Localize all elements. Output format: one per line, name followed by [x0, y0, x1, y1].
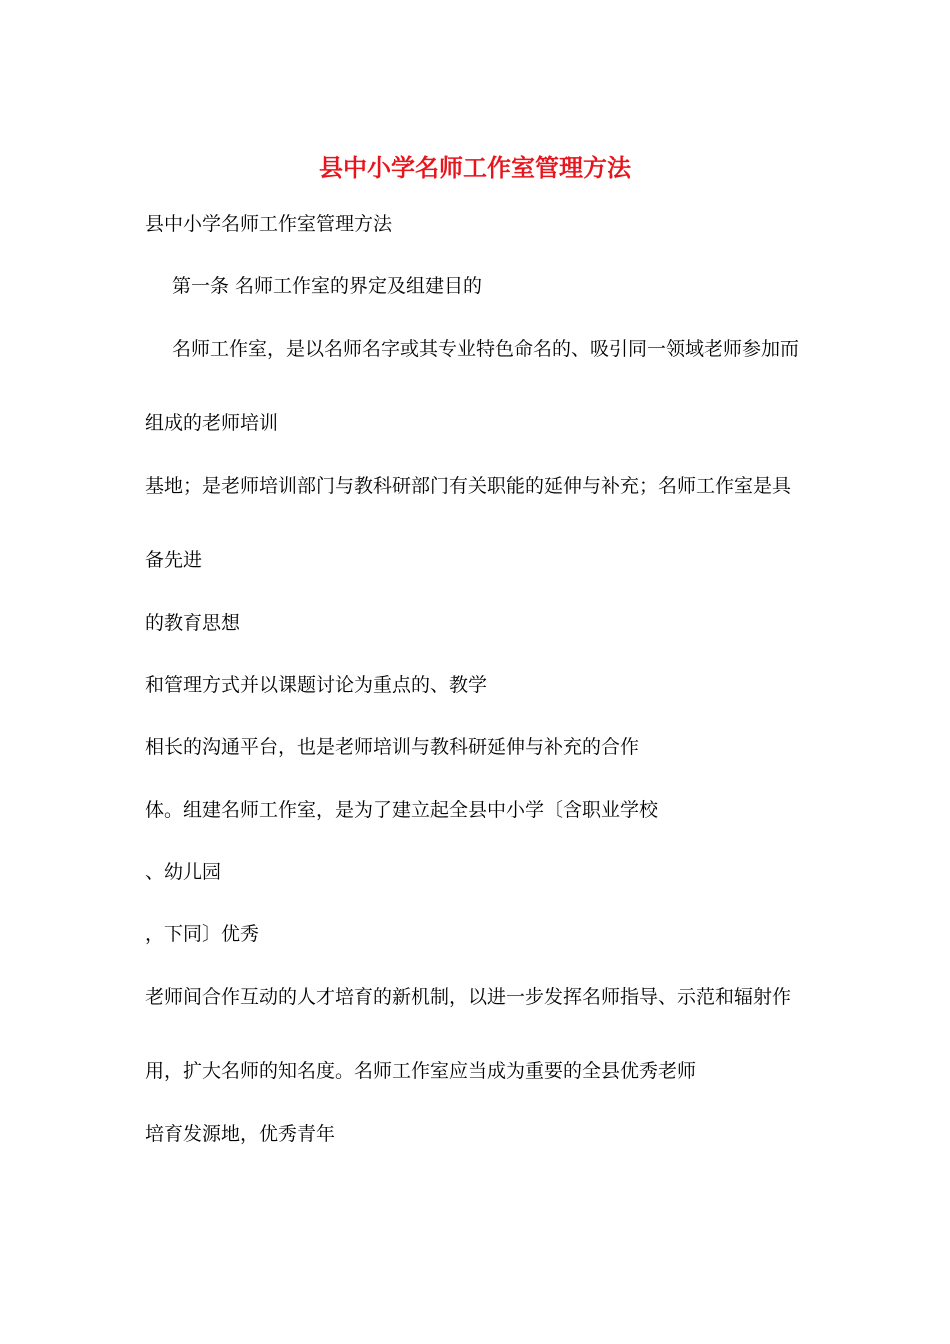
paragraph-line: 老师间合作互动的人才培育的新机制，以进一步发挥名师指导、示范和辐射作 — [145, 986, 792, 1008]
paragraph-line: 、幼儿园 — [145, 861, 222, 883]
doc-subtitle: 县中小学名师工作室管理方法 — [145, 213, 393, 235]
paragraph-line: 备先进 — [145, 549, 203, 571]
paragraph-line: 名师工作室，是以名师名字或其专业特色命名的、吸引同一领域老师参加而 — [172, 338, 800, 360]
paragraph-line: 体。组建名师工作室，是为了建立起全县中小学〔含职业学校 — [145, 799, 659, 821]
paragraph-line: 的教育思想 — [145, 612, 241, 634]
document-title: 县中小学名师工作室管理方法 — [319, 153, 631, 182]
paragraph-line: 用，扩大名师的知名度。名师工作室应当成为重要的全县优秀老师 — [145, 1060, 697, 1082]
paragraph-line: 和管理方式并以课题讨论为重点的、教学 — [145, 674, 488, 696]
paragraph-line: ，下同〕优秀 — [145, 923, 260, 945]
paragraph-line: 培育发源地，优秀青年 — [145, 1123, 336, 1145]
paragraph-line: 相长的沟通平台，也是老师培训与教科研延伸与补充的合作 — [145, 736, 640, 758]
paragraph-line: 基地；是老师培训部门与教科研部门有关职能的延伸与补充；名师工作室是具 — [145, 475, 792, 497]
article-heading: 第一条 名师工作室的界定及组建目的 — [172, 275, 483, 297]
paragraph-line: 组成的老师培训 — [145, 412, 279, 434]
